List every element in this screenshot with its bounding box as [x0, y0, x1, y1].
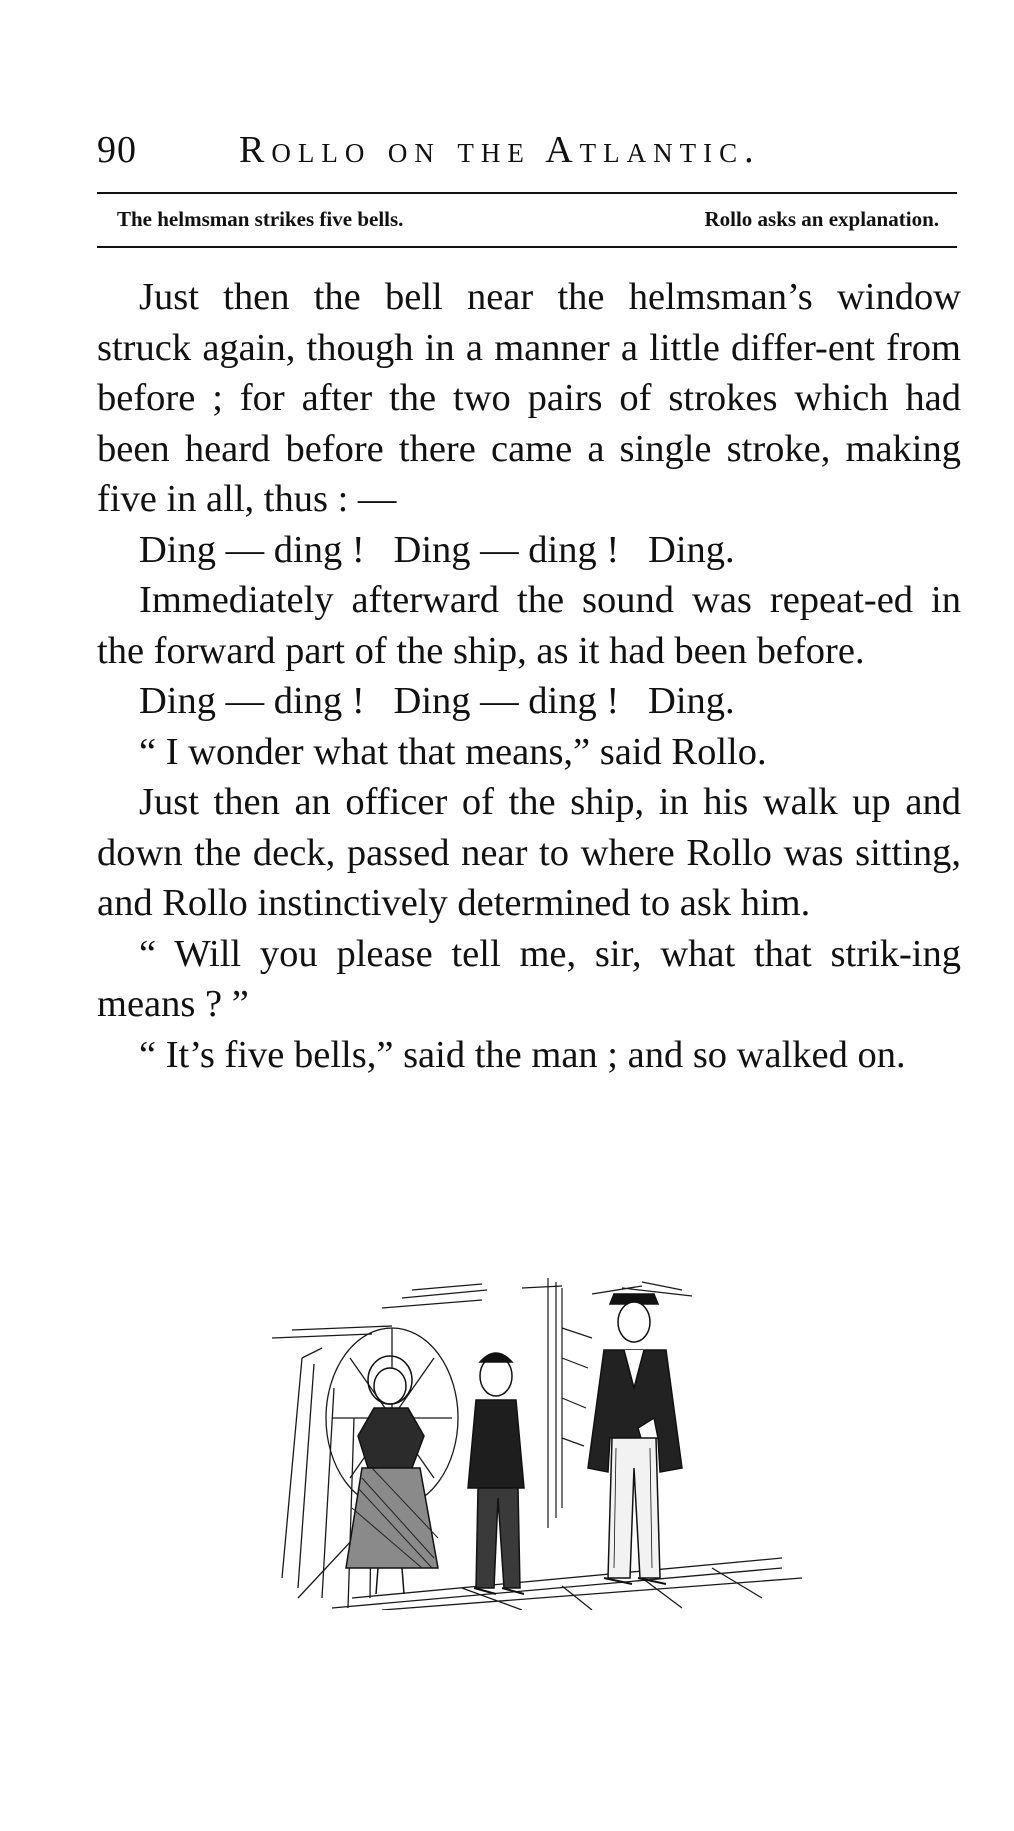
engraving-deck-scene-icon: [262, 1268, 814, 1610]
paragraph-answer: “ It’s five bells,” said the man ; and so walked on.: [139, 1033, 906, 1076]
body-text: [97, 272, 961, 1080]
header-rule-top: [97, 192, 957, 194]
paragraph-officer: Just then an officer of the ship, in his walk up and down the deck, passed near to where Rollo was sitting, and Rollo instinctively determined to ask him.: [97, 781, 961, 924]
boy-figure: [468, 1353, 524, 1594]
ding-line-second: Ding — ding ! Ding — ding ! Ding.: [139, 680, 735, 722]
running-head: [97, 128, 957, 178]
girl-figure: [346, 1356, 438, 1594]
officer-figure: [588, 1294, 682, 1584]
paragraph-repeated: Immediately afterward the sound was repeat-ed in the forward part of the ship, as it had been before.: [97, 579, 961, 672]
ding-line-first: Ding — ding ! Ding — ding ! Ding.: [139, 528, 735, 571]
subheading-right: Rollo asks an explanation.: [704, 207, 939, 231]
paragraph-bell-strikes: Just then the bell near the helmsman’s window struck again, though in a manner a little differ-ent from before ; for after the two pairs of strokes which had been heard before there came a single stroke, making five in all, thus : —: [97, 276, 961, 520]
subheading-left: The helmsman strikes five bells.: [117, 207, 404, 231]
paragraph-question: “ Will you please tell me, sir, what that strik-ing means ? ”: [97, 932, 961, 1025]
header-rule-bottom: [97, 246, 957, 248]
book-title: Rollo on the Atlantic.: [239, 129, 761, 171]
page-subheadings: [97, 207, 957, 232]
paragraph-rollo-wonders: “ I wonder what that means,” said Rollo.: [139, 730, 767, 773]
page-number: 90: [97, 129, 137, 171]
